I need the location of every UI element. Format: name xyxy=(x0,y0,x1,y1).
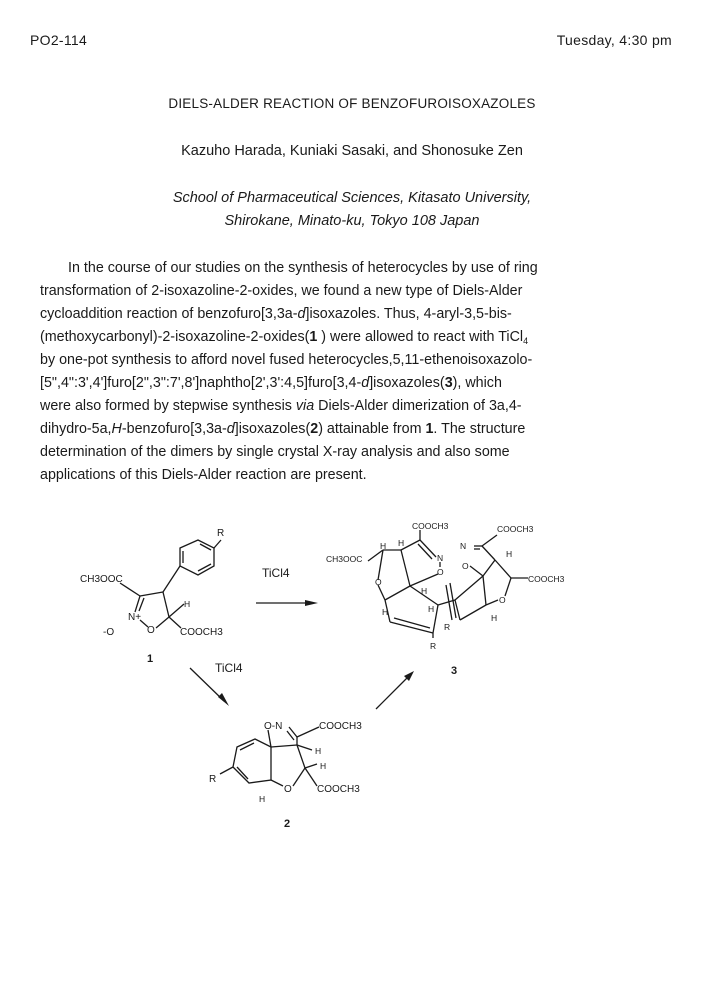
c3-n1: N xyxy=(437,553,444,563)
c2-r: R xyxy=(209,774,217,785)
session-time: Tuesday, 4:30 pm xyxy=(556,32,672,48)
c2-o-n: O-N xyxy=(264,721,283,732)
c3-o: O xyxy=(375,577,382,587)
c1-h: H xyxy=(184,599,191,609)
c1-o-minus: -O xyxy=(103,627,115,638)
c3-ester-4: COOCH3 xyxy=(528,574,565,584)
arrow-right xyxy=(256,600,318,606)
c1-ester-right: COOCH3 xyxy=(180,627,223,638)
c3-ester-1: COOCH3 xyxy=(412,521,449,531)
c2-ring-o: O xyxy=(284,784,292,795)
c2-h2: H xyxy=(320,761,327,771)
abstract-text-segment: dihydro-5a, xyxy=(40,421,112,437)
authors: Kazuho Harada, Kuniaki Sasaki, and Shonosuke Zen xyxy=(181,143,523,159)
c3-r2: R xyxy=(430,641,437,651)
abstract-text-segment: d xyxy=(297,306,306,322)
abstract-text-segment: 4 xyxy=(523,336,529,346)
abstract-text-segment: 3 xyxy=(444,375,453,391)
arrow-up-right xyxy=(376,671,414,709)
abstract-text-segment: d xyxy=(226,421,235,437)
affiliation-line-2: Shirokane, Minato-ku, Tokyo 108 Japan xyxy=(224,213,480,229)
abstract-text-segment: ]isoxazoles( xyxy=(369,375,445,391)
c2-ester-bottom: COOCH3 xyxy=(317,784,360,795)
reagent-left: TiCl4 xyxy=(215,661,243,675)
abstract-text-segment: ) attainable from xyxy=(318,421,426,437)
c1-ring-o: O xyxy=(147,625,155,636)
abstract-text-segment: [5",4":3',4']furo[2",3":7',8']naphtho[2',3':4,5]furo[3,4- xyxy=(40,375,362,391)
abstract-text-segment: 1 xyxy=(309,329,318,345)
c3-r1: R xyxy=(444,622,451,632)
compound-1-label: 1 xyxy=(147,653,154,665)
abstract-text-segment: In the course of our studies on the synthesis of heterocycles by use of ring xyxy=(68,260,538,276)
abstract-text-segment: 2 xyxy=(310,421,319,437)
c3-o: O xyxy=(437,567,444,577)
abstract-text-segment: ]isoxazoles. Thus, 4-aryl-3,5-bis- xyxy=(305,306,512,322)
c1-r: R xyxy=(217,528,225,539)
abstract-text-segment: transformation of 2-isoxazoline-2-oxides, we found a new type of Diels-Alder xyxy=(40,283,523,299)
c2-h3: H xyxy=(259,794,266,804)
abstract-text-segment: 1 xyxy=(425,421,434,437)
c3-ester-3: CH3OOC xyxy=(326,554,363,564)
abstract-text-segment: by one-pot synthesis to afford novel fused heterocycles,5,11-ethenoisoxazolo- xyxy=(40,352,533,368)
abstract-text-segment: ), which xyxy=(452,375,502,391)
abstract-text-segment: -benzofuro[3,3a- xyxy=(121,421,227,437)
c2-ester-top: COOCH3 xyxy=(319,721,362,732)
reagent-top: TiCl4 xyxy=(262,566,290,580)
abstract-text-segment: ) were allowed to react with TiCl xyxy=(317,329,524,345)
c3-o: O xyxy=(462,561,469,571)
compound-2-structure xyxy=(220,727,322,786)
c3-n2: N xyxy=(460,541,467,551)
c1-ester-left: CH3OOC xyxy=(80,574,123,585)
c3-h: H xyxy=(380,541,387,551)
abstract-text-segment: via xyxy=(295,398,315,414)
c3-h: H xyxy=(421,586,428,596)
paper-title: DIELS-ALDER REACTION OF BENZOFUROISOXAZOLES xyxy=(168,96,536,111)
abstract-text-segment: determination of the dimers by single crystal X-ray analysis and also some xyxy=(40,444,510,460)
abstract-text-segment: Diels-Alder dimerization of 3a,4- xyxy=(314,398,522,414)
abstract-text-segment: applications of this Diels-Alder reaction are present. xyxy=(40,467,367,483)
abstract-text-segment: H xyxy=(111,421,122,437)
compound-3-label: 3 xyxy=(451,665,458,677)
abstract-text-segment: d xyxy=(361,375,370,391)
c3-h: H xyxy=(382,607,389,617)
c3-h: H xyxy=(428,604,435,614)
c3-o: O xyxy=(499,595,506,605)
c3-h: H xyxy=(398,538,405,548)
c3-ester-2: COOCH3 xyxy=(497,524,534,534)
abstract-text-segment: were also formed by stepwise synthesis xyxy=(40,398,296,414)
abstract-text-segment: . The structure xyxy=(433,421,526,437)
affiliation-line-1: School of Pharmaceutical Sciences, Kitasato University, xyxy=(172,190,532,206)
abstract-text-segment: (methoxycarbonyl)-2-isoxazoline-2-oxides( xyxy=(40,329,310,345)
c3-h: H xyxy=(491,613,498,623)
abstract-text-segment: cycloaddition reaction of benzofuro[3,3a- xyxy=(40,306,298,322)
compound-2-label: 2 xyxy=(284,818,291,830)
c1-n-plus: N+ xyxy=(128,612,142,623)
c3-h: H xyxy=(506,549,513,559)
abstract-code: PO2-114 xyxy=(30,32,88,48)
c2-h1: H xyxy=(315,746,322,756)
abstract-text-segment: ]isoxazoles( xyxy=(234,421,311,437)
